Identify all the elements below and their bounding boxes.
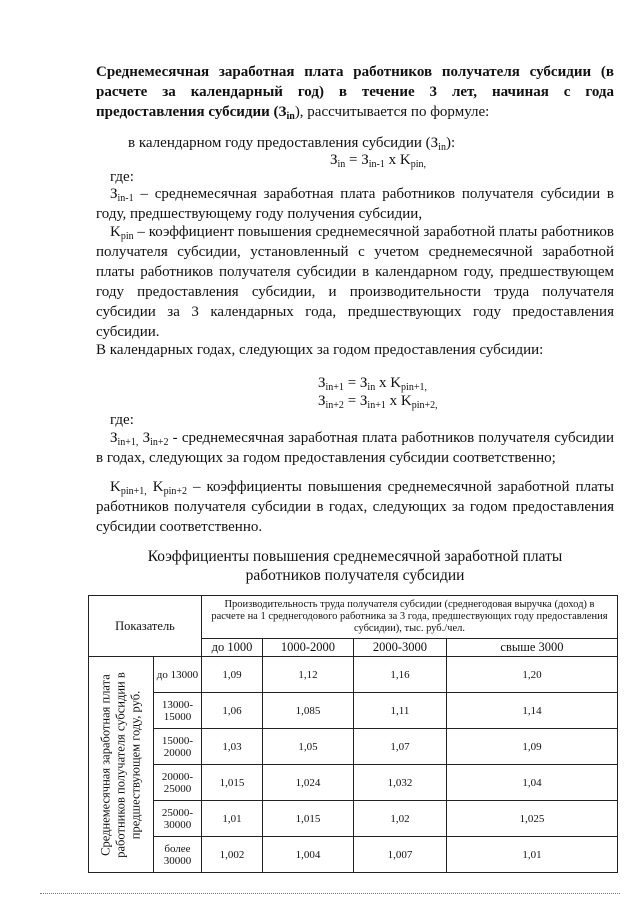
def4-symbol2-sub: pin+2 [163,486,188,497]
f2l1-c: х K [375,375,402,391]
def3-symbol2-sub: in+2 [150,437,169,448]
formula1-intro-end: ): [445,135,456,151]
def3-symbol1: З [110,430,118,446]
heading-text: Среднемесячная заработная плата работников получателя субсидии (в расчете за календарный год) в течение 3 лет, начиная с года предоставления субсидии (З [96,64,614,120]
table-cell: 1,025 [446,801,617,837]
formula2-line2 [318,391,614,411]
heading-text-end: ), рассчитывается по формуле: [294,104,490,120]
formula1-r2-sub: pin, [410,159,427,170]
formula1-lhs-sub: in [337,159,346,170]
f2l1-b: = З [343,375,368,391]
table-cell: 1,07 [353,729,446,765]
table-row [89,765,618,801]
formula1-x: х K [384,152,411,168]
table-cell: 1,015 [262,801,353,837]
heading-paragraph [96,62,614,122]
table-cell: 1,05 [262,729,353,765]
coefficient-table [88,595,618,873]
table-cell: 1,024 [262,765,353,801]
f2l1-b-sub: in [367,382,376,393]
f2l2-b: = З [343,393,368,409]
table-title-line1: Коэффициенты повышения среднемесячной заработной платы [147,548,563,565]
f2l2-c-sub: pin+2, [411,400,438,411]
f2l1-a: З [318,375,326,391]
f2l2-a: З [318,393,326,409]
row-label: 20000-25000 [154,765,202,801]
f2l2-b-sub: in+1 [367,400,386,411]
table-cell: 1,11 [353,693,446,729]
f2l1-a-sub: in+1 [325,382,344,393]
def1-symbol-sub: in-1 [117,193,134,204]
def4-symbol2: K [146,479,164,495]
table-cell: 1,032 [353,765,446,801]
def1-text: – среднемесячная заработная плата работников получателя субсидии в году, предшествующему году получения субсидии, [96,186,614,222]
where1-label: где: [110,169,134,185]
column-header: 2000-3000 [353,639,446,657]
def3-symbol1-sub: in+1, [117,437,139,448]
table-cell: 1,01 [201,801,262,837]
formula1 [330,150,614,170]
table-cell: 1,02 [353,801,446,837]
heading-subscript: in [286,111,295,122]
table-cell: 1,09 [201,657,262,693]
table-cell: 1,09 [446,729,617,765]
row-header-text: Среднемесячная заработная плата работников получателя субсидии в предшествующем году, руб. [98,671,143,858]
formula1-r1-sub: in-1 [368,159,385,170]
table-cell: 1,085 [262,693,353,729]
f2l1-c-sub: pin+1, [401,382,427,393]
row-label: 13000-15000 [154,693,202,729]
definition-3 [96,428,614,468]
row-header-vertical [89,657,154,873]
table-cell: 1,20 [446,657,617,693]
row-label: до 13000 [154,657,202,693]
definition-2 [96,222,614,342]
table-cell: 1,12 [262,657,353,693]
table-cell: 1,14 [446,693,617,729]
table-title-line2: работников получателя субсидии [245,567,465,584]
column-header: 1000-2000 [262,639,353,657]
section2-heading: В календарных годах, следующих за годом предоставления субсидии: [96,342,544,358]
table-row [89,837,618,873]
def3-symbol2: З [138,430,151,446]
table-row [89,693,618,729]
def4-text: – коэффициенты повышения среднемесячной заработной платы работников получателя субсидии в годах, следующих за годом предоставления субсидии соответственно. [96,479,614,535]
formula1-intro-sub: in [438,142,446,153]
table-row [89,729,618,765]
formula1-eq: = З [345,152,369,168]
row-label: более 30000 [154,837,202,873]
def3-text: - среднемесячная заработная плата работников получателя субсидии в годах, следующих за годом предоставления субсидии соответственно; [96,430,615,466]
table-row [89,801,618,837]
page-bottom-divider [40,893,620,894]
table-cell: 1,01 [446,837,617,873]
f2l2-a-sub: in+2 [325,400,344,411]
table-cell: 1,002 [201,837,262,873]
table-cell: 1,007 [353,837,446,873]
column-header: свыше 3000 [446,639,617,657]
definition-1 [96,184,614,224]
def2-symbol: K [110,224,121,240]
header-indicator: Показатель [89,596,202,657]
table-cell: 1,06 [201,693,262,729]
table-cell: 1,16 [353,657,446,693]
table-cell: 1,015 [201,765,262,801]
header-productivity: Производительность труда получателя субсидии (среднегодовая выручка (доход) в расчете на 1 среднегодового работника за 3 года, предшествующих году предоставления субсидии), тыс. руб./чел. [201,596,617,639]
def2-symbol-sub: pin [120,231,134,242]
table-header-row [89,596,618,639]
row-label: 15000-20000 [154,729,202,765]
row-label: 25000-30000 [154,801,202,837]
column-header: до 1000 [201,639,262,657]
def1-symbol: З [110,186,118,202]
table-row [89,657,618,693]
formula1-intro-text: в календарном году предоставления субсидии (З [128,135,439,151]
definition-4 [96,477,614,537]
f2l2-c: х K [385,393,412,409]
table-cell: 1,004 [262,837,353,873]
def2-text: – коэффициент повышения среднемесячной заработной платы работников получателя субсидии, установленный с учетом среднемесячной заработной платы работников получателя субсидии в календарном году, предшествующем году предоставления субсидии, и производительности труда получателя субсидии за 3 календарных года, предшествующих году предоставления субсидии. [96,224,614,340]
table-cell: 1,04 [446,765,617,801]
def4-symbol1-sub: pin+1, [120,486,147,497]
def4-symbol1: K [110,479,121,495]
table-cell: 1,03 [201,729,262,765]
formula1-lhs: З [330,152,338,168]
where2-label: где: [110,412,134,428]
formula2-line1 [318,373,614,393]
